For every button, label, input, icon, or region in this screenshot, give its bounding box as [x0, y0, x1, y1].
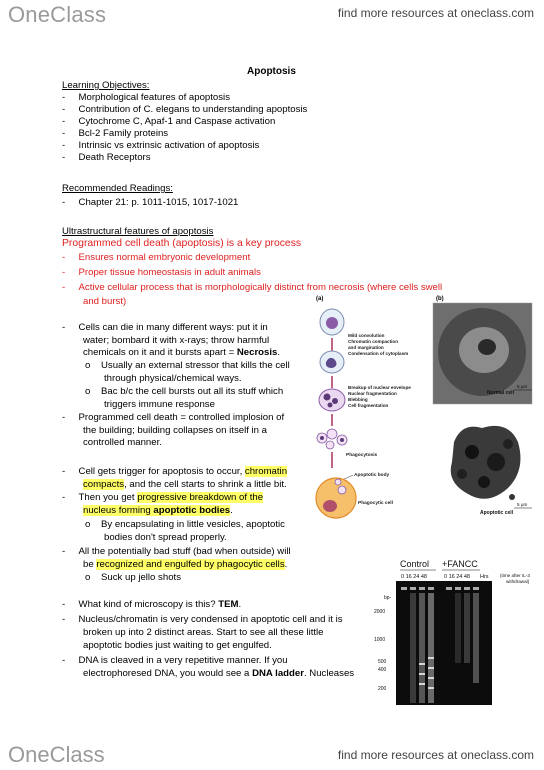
convoluted-cell-drawing — [320, 351, 344, 373]
red-line: Programmed cell death (apoptosis) is a key process — [62, 238, 302, 249]
time-note: (time after IL-3 — [500, 573, 530, 578]
svg-text:Chromatin compaction: Chromatin compaction — [348, 339, 399, 344]
list-item: - Intrinsic vs extrinsic activation of apoptosis — [62, 140, 260, 151]
apoptosis-figure — [312, 292, 534, 554]
ultra-heading: Ultrastructural features of apoptosis — [62, 226, 214, 237]
learning-list — [62, 92, 307, 164]
para-breakdown: - Then you get progressive breakdown of the nucleus forming apoptotic bodies. — [62, 492, 264, 516]
readings-item: - Chapter 21: p. 1011-1015, 1017-1021 — [62, 197, 239, 208]
bp-mark: 1000 — [374, 637, 386, 643]
para-burst: o Bac b/c the cell bursts out all its stuff which triggers immune response — [85, 386, 284, 410]
phagocytic-cell-label: Phagocytic cell — [358, 501, 393, 506]
para-necrosis: - Cells can die in many different ways: put it in water; bombard it with x-rays; throw harmful chemicals on it and it bursts apart = Necrosis. — [62, 322, 281, 358]
para-trigger: - Cell gets trigger for apoptosis to occur, chromatin compacts, and the cell starts to shrink a little bit. — [62, 466, 288, 490]
learning-heading: Learning Objectives: — [62, 80, 150, 91]
page-title: Apoptosis — [247, 66, 296, 77]
list-item: - Morphological features of apoptosis — [62, 92, 230, 103]
list-item: - Ensures normal embryonic development — [62, 252, 251, 263]
list-item: - Contribution of C. elegans to understanding apoptosis — [62, 104, 308, 115]
bp-label: bp- — [384, 595, 392, 601]
para-stressor: o Usually an external stressor that kills the cell through physical/chemical ways. — [85, 360, 290, 384]
para-tem: - What kind of microscopy is this? TEM. — [62, 599, 242, 610]
svg-text:Breakup of nuclear envelope: Breakup of nuclear envelope — [348, 385, 411, 390]
para-dna: - DNA is cleaved in a very repetitive manner. If you electrophoresed DNA, you would see a DNA ladder. Nucleases — [62, 655, 355, 679]
para-nucleus: - Nucleus/chromatin is very condensed in apoptotic cell and it is broken up into 2 distinct areas. Start to see all these little apoptotic bodies just waiting to get engulfed. — [62, 614, 343, 651]
para-programmed: - Programmed cell death = controlled implosion of the building; building collapses on itself in a controlled manner. — [62, 412, 285, 448]
fancc-label: +FANCC — [442, 559, 478, 569]
find-resources-link[interactable]: find more resources at oneclass.com — [337, 6, 534, 20]
normal-cell-drawing — [320, 309, 344, 335]
figure-label-a: (a) — [316, 296, 324, 302]
apoptotic-body-label: Apoptotic body — [354, 473, 390, 478]
normal-cell-label: Normal cell — [487, 390, 514, 396]
scale-label: 5 μm — [517, 502, 528, 507]
svg-text:Mild convolution: Mild convolution — [348, 333, 385, 338]
readings-heading: Recommended Readings: — [62, 183, 173, 194]
oneclass-logo: OneClass — [8, 2, 107, 27]
bp-mark: 500 — [378, 659, 387, 665]
find-resources-link[interactable]: find more resources at oneclass.com — [337, 748, 534, 762]
svg-text:Blebbing: Blebbing — [348, 397, 368, 402]
list-item-cont: and burst) — [83, 296, 127, 307]
control-label: Control — [400, 559, 430, 569]
svg-text:Nuclear fragmentation: Nuclear fragmentation — [348, 391, 397, 396]
time-note: withdrawal) — [506, 579, 530, 584]
apoptotic-cell-label: Apoptotic cell — [480, 510, 514, 516]
bp-mark: 2000 — [374, 609, 386, 615]
oneclass-logo: OneClass — [8, 742, 105, 767]
svg-text:Cell fragmentation: Cell fragmentation — [348, 403, 389, 408]
bp-mark: 200 — [378, 686, 387, 692]
dna-gel-figure — [360, 553, 540, 713]
control-lanes-label: 0 16 24 48 — [401, 574, 427, 580]
figure-label-b: (b) — [436, 296, 444, 302]
para-engulfed: - All the potentially bad stuff (bad when outside) will be recognized and engulfed by phagocytic cells. — [62, 546, 291, 570]
phagocytic-cell-drawing — [316, 478, 356, 518]
hrs-label: Hrs — [480, 574, 489, 580]
list-item: - Death Receptors — [62, 152, 151, 163]
svg-text:Condensation of cytoplasm: Condensation of cytoplasm — [348, 351, 409, 356]
fragmenting-cell-drawing — [319, 389, 345, 411]
para-vesicles: o By encapsulating in little vesicles, apoptotic bodies don't spread properly. — [85, 519, 285, 543]
fancc-lanes-label: 0 16 24 48 — [444, 574, 470, 580]
list-item: - Proper tissue homeostasis in adult animals — [62, 267, 261, 278]
svg-text:and margination: and margination — [348, 345, 384, 350]
list-item: - Bcl-2 Family proteins — [62, 128, 169, 139]
para-jello: o Suck up jello shots — [85, 572, 181, 583]
list-item: - Active cellular process that is morphologically distinct from necrosis (where cells swell — [62, 282, 443, 293]
list-item: - Cytochrome C, Apaf-1 and Caspase activation — [62, 116, 276, 127]
scale-label: 5 μm — [517, 384, 528, 389]
phagocytosis-label: Phagocytosis — [346, 453, 378, 458]
apoptotic-bodies-drawing — [317, 429, 347, 449]
bp-mark: 400 — [378, 667, 387, 673]
